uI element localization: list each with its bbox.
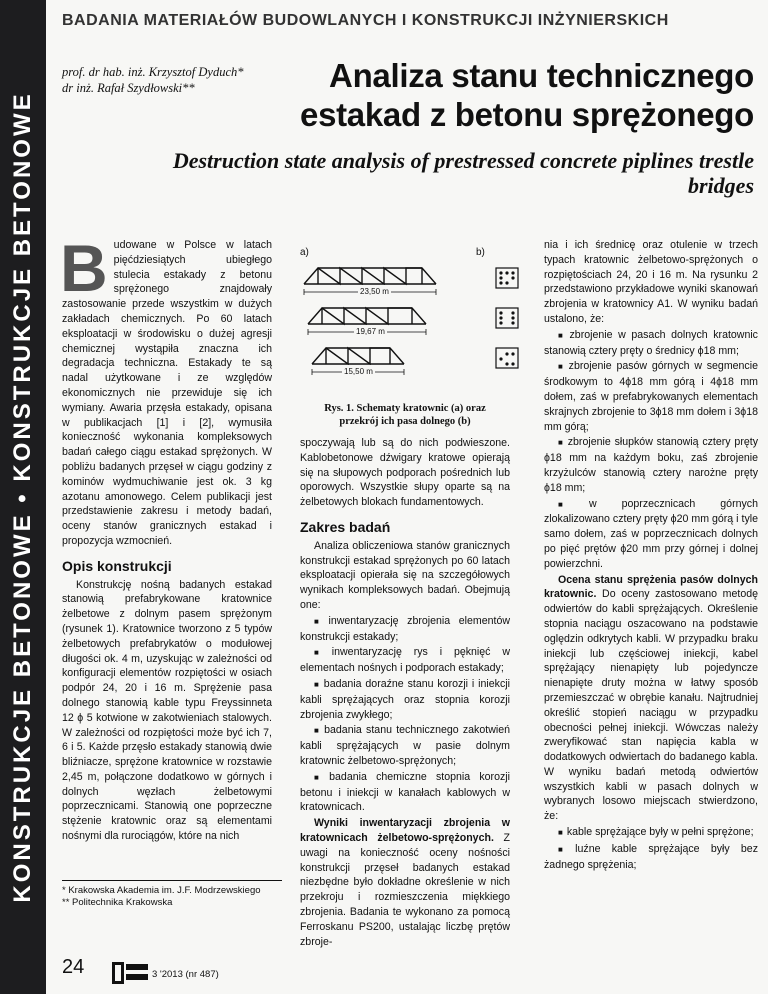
footnotes: [62, 880, 282, 909]
paragraph: Ocena stanu sprężenia pasów dolnych kratownic. Do oceny zastosowano metodę odwiertów do kabli sprężających. Określenie stopnia naciągu oszacowano na podstawie oględzin odkrytych kabli. W przypadku braku iniekcji lub częściowej iniekcji, kabel sprężający nienapięty lub pojedyncze nienapięte druty można w łatwy sposób przemieszczać w obrębie kanału. Najtrudniej określić stopień naciągu w przypadku obecności pełnej iniekcji. Wówczas należy zweryfikować stan napięcia kabla w dodatkowych odwiertach do badanego kabla. W wyniku badań metodą odwiertów wszystkich kabli w pasach dolnych w wybranych losowo miejscach stwierdzono, że:: [544, 573, 758, 823]
heading-zakres-badan: Zakres badań: [300, 518, 391, 535]
paragraph: Analiza obliczeniowa stanów granicznych konstrukcji estakad sprężonych po 60 latach eksploatacji opierała się na szczegółowych wynikach kompleksowych badań. Obejmują one:: [300, 539, 510, 611]
list-item: ■ kable sprężające były w pełni sprężone;: [544, 825, 758, 841]
drop-cap: B: [60, 231, 108, 305]
span-label-2: 19,67 m: [354, 325, 387, 340]
paragraph: nia i ich średnicę oraz otulenie w trzech typach kratownic żelbetowo-sprężonych o rozpiętościach 24, 20 i 16 m. Na rysunku 2 przedstawiono przykładowe wyniki skanowań zbrojenia w kratownicy A1. W wyniku badań ustalono, że:: [544, 239, 758, 325]
figure-label-b: b): [476, 247, 485, 258]
list-item: ■ zbrojenie słupków stanowią cztery pręty ϕ18 mm na każdym boku, zaś zbrojenie krzyżulców stanowią cztery narożne pręty ϕ18 mm;: [544, 435, 758, 495]
figure-caption: Rys. 1. Schematy kratownic (a) oraz przekrój ich pasa dolnego (b): [324, 403, 486, 427]
article-subtitle: Destruction state analysis of prestressed concrete piplines trestle bridges: [172, 148, 754, 198]
article-title: Analiza stanu technicznego estakad z betonu sprężonego: [300, 57, 754, 133]
span-label-1: 23,50 m: [358, 285, 391, 300]
list-item: ■ zbrojenie pasów górnych w segmencie środkowym to 4ϕ18 mm górą i 4ϕ18 mm dołem, zaś w prefabrykowanych elementach skrajnych zbrojenie to 3ϕ18 mm dołem i 3ϕ18 mm górą;: [544, 359, 758, 434]
truss-diagram: [300, 238, 528, 398]
intro-paragraph: [60, 231, 272, 549]
paragraph: Konstrukcję nośną badanych estakad stanowią prefabrykowane kratownice żelbetowe z dolnym pasem sprężonym (rysunek 1). Kratownice tworzono z 5 typów żelbetowych prefabrykatów o modułowej długości ok. 4 m, uzyskując w zależności od konfiguracji elementów rozpiętości w osiach podpór 24, 20 i 16 m. Sprężenie pasa dolnego stanowią kable typu Freyssinneta 12 ϕ 5 kotwione w zakotwieniach stalowych. W zależności od rozpiętości może być ich 7, 6 i 5. Każde przęsło estakady stanowią dwie bliźniacze, sprężone kratownice w rozstawie 2,45 m, połączone dodatkowo w górnych i dolnych węzłach żelbetowymi poprzecznicami. Stanowią one poprzeczne stężenie kratownic oraz są elementami nośnymi dla rurociągów, które na nich: [62, 578, 272, 843]
authors: [62, 64, 292, 96]
sidebar-band: [0, 0, 46, 994]
span-label-3: 15,50 m: [342, 365, 375, 380]
journal-logo: [112, 962, 148, 984]
page-number: 24: [62, 956, 85, 978]
paragraph: spoczywają lub są do nich podwieszone. Kablobetonowe dźwigary kratowe opierają się na słupowych podporach pośrednich lub oporowych. Wszystkie słupy oparte są na żelbetowych blokach fundamentowych.: [300, 437, 510, 509]
figure-label-a: a): [300, 247, 309, 258]
paragraph: Wyniki inwentaryzacji zbrojenia w kratownicach żelbetowo-sprężonych. Z uwagi na konieczność oceny nośności konstrukcji przęseł badanych estakad niezbędne było dokładne określenie w nich przekroju i rozmieszczenia miękkiego zbrojenia. Badania te wykonano za pomocą Ferroskanu PS200, ustalając liczbę prętów zbroje-: [300, 817, 510, 948]
list-item: ■ inwentaryzację zbrojenia elementów konstrukcji estakady;: [300, 614, 510, 645]
list-item: ■ badania chemiczne stopnia korozji betonu i iniekcji w kanałach kablowych w kratownicach.: [300, 770, 510, 815]
column-3: [544, 238, 758, 873]
footnote-1: * Krakowska Akademia im. J.F. Modrzewskiego: [62, 885, 261, 896]
list-item: ■ badania doraźne stanu korozji i iniekcji kabli sprężających oraz stopnia korozji zbrojenia zwykłego;: [300, 677, 510, 722]
heading-opis-konstrukcji: Opis konstrukcji: [62, 557, 172, 574]
author-1: prof. dr hab. inż. Krzysztof Dyduch*: [62, 65, 244, 79]
list-item: ■ w poprzecznicach górnych zlokalizowano cztery pręty ϕ20 mm górą i tyle samo dołem, zaś w poprzecznicach dolnych po pięć prętów ϕ20 mm przy górnej i dolnej powierzchni.: [544, 497, 758, 572]
list-item: ■ inwentaryzację rys i pęknięć w elementach nośnych i podporach estakady;: [300, 645, 510, 676]
list-item: ■ badania stanu technicznego zakotwień kabli sprężających w pasie dolnym kratownic żelbetowo-sprężonych;: [300, 723, 510, 768]
column-1: [60, 231, 272, 845]
figure-1: [300, 238, 528, 398]
intro-text: udowane w Polsce w latach pięćdziesiątych ubiegłego stulecia estakady z betonu sprężonego znajdowały zastosowanie przede wszystkim w dużych zakładach chemicznych. Po 60 latach eksploatacji w środowisku o dużej agresji chemicznej wystąpiła znaczna ich degradacja techniczna. Estakady te są nadal użytkowane i ze względów ekonomicznych nie przewiduje się ich wymiany. Awaria przęsła estakady, opisana w publikacjach [1] i [2], wymusiła konieczność wykonania kompleksowych badań całego ciągu estakad sprężonych. W pobliżu badanych przęseł w ciągu godziny z kominów wydmuchiwanie jest ok. 3 kg azotanu amonowego. Celem publikacji jest przedstawienie zakresu i metody badań, oceny stanów granicznych estakad i propozycja wzmocnień.: [62, 239, 272, 547]
list-item: ■ luźne kable sprężające były bez żadnego sprężenia;: [544, 842, 758, 873]
column-2: [300, 238, 510, 950]
author-2: dr inż. Rafał Szydłowski**: [62, 81, 195, 95]
issue-info: 3 '2013 (nr 487): [152, 969, 219, 980]
list-item: ■ zbrojenie w pasach dolnych kratownic stanowią cztery pręty o średnicy ϕ18 mm;: [544, 328, 758, 359]
footnote-2: ** Politechnika Krakowska: [62, 897, 173, 908]
sidebar-label: KONSTRUKCJE BETONOWE • KONSTRUKCJE BETONOWE: [9, 91, 36, 903]
section-header: BADANIA MATERIAŁÓW BUDOWLANYCH I KONSTRUKCJI INŻYNIERSKICH: [62, 12, 669, 29]
